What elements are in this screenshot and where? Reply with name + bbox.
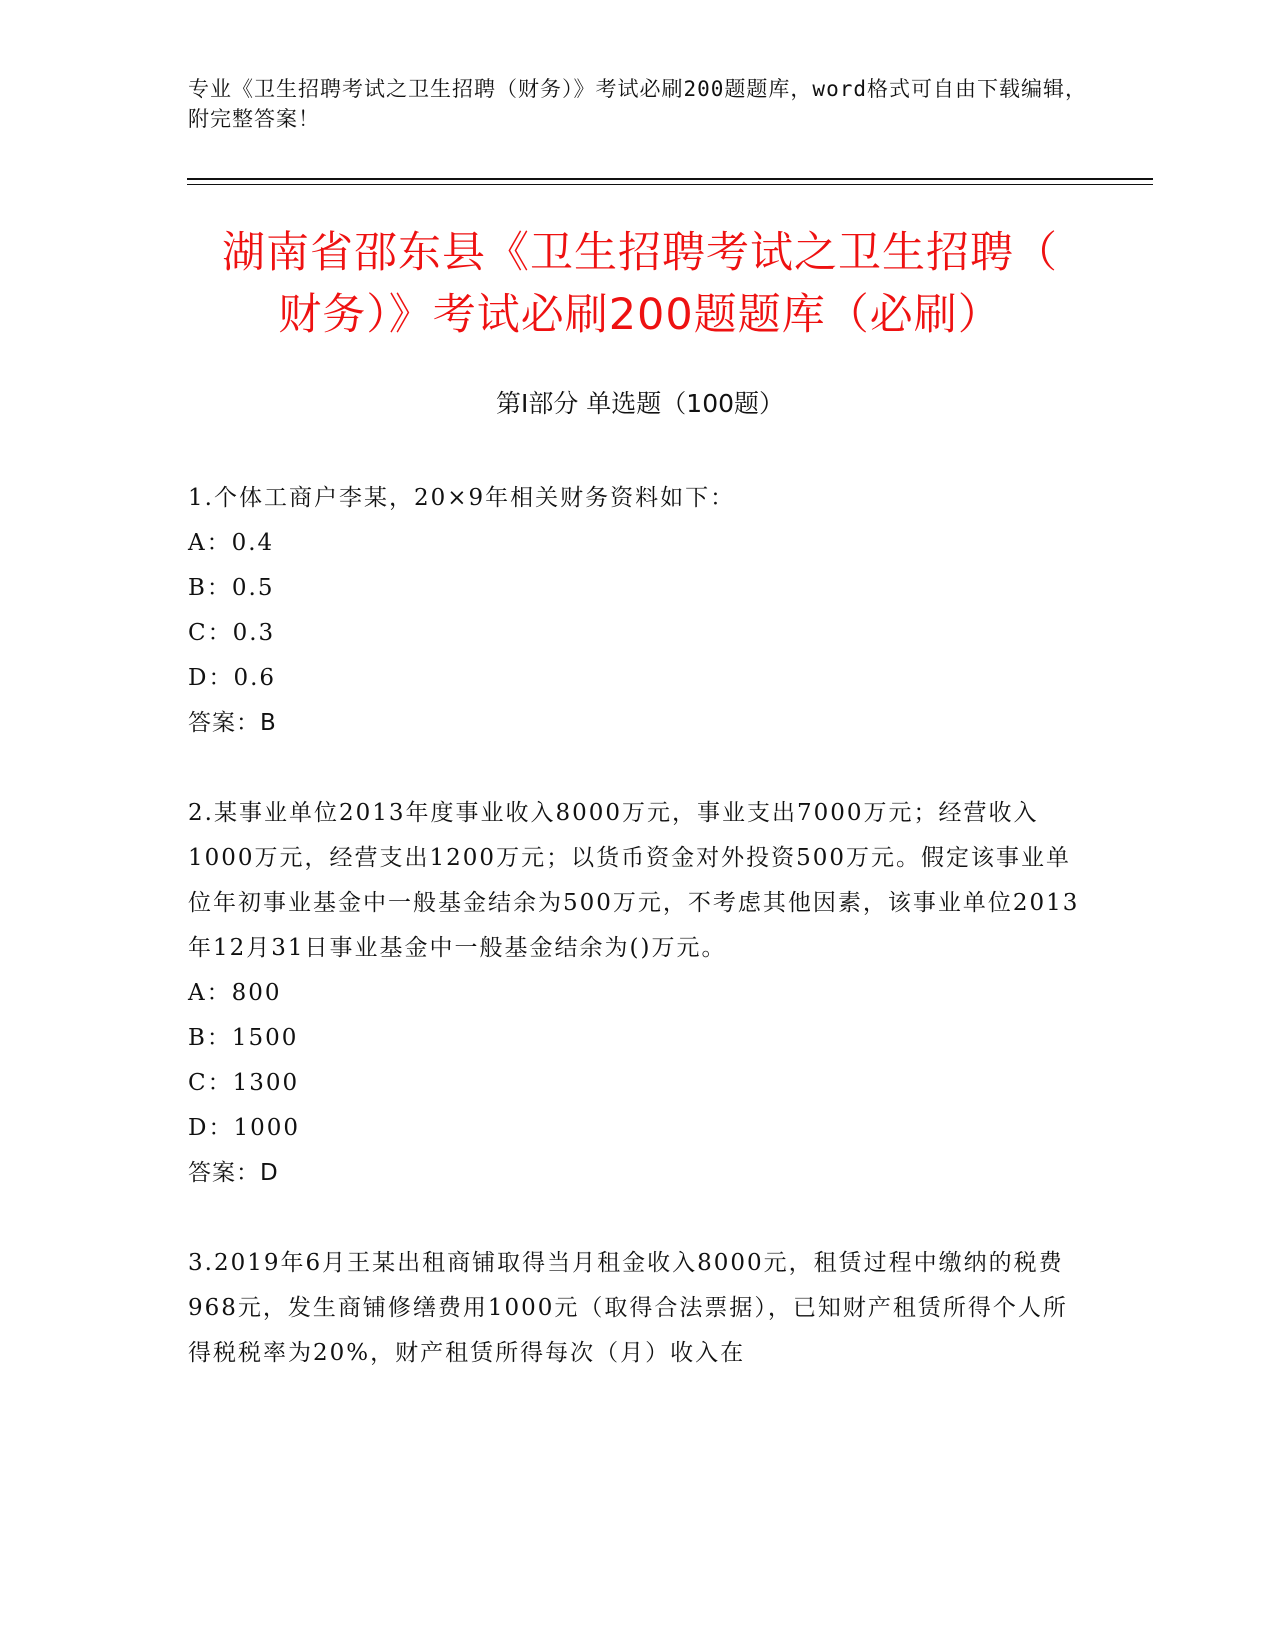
option-d: D：1000	[188, 1115, 300, 1141]
document-title	[140, 222, 1140, 346]
question-list	[188, 476, 1088, 1421]
question-1	[188, 476, 1088, 746]
option-d: D：0.6	[188, 665, 277, 691]
option-b: B：1500	[188, 1025, 299, 1051]
option-c: C：0.3	[188, 620, 276, 646]
question-text: 3.2019年6月王某出租商铺取得当月租金收入8000元，租赁过程中缴纳的税费968元，发生商铺修缮费用1000元（取得合法票据），已知财产租赁所得个人所得税税率为20%，财产租赁所得每次（月）收入在	[188, 1250, 1068, 1366]
option-a: A：800	[188, 980, 282, 1006]
header-rule-thick	[187, 178, 1153, 180]
answer-text: 答案：B	[188, 710, 277, 736]
document-title-line-1: 湖南省邵东县《卫生招聘考试之卫生招聘（	[222, 228, 1058, 278]
question-text: 2.某事业单位2013年度事业收入8000万元，事业支出7000万元；经营收入1000万元，经营支出1200万元；以货币资金对外投资500万元。假定该事业单位年初事业基金中一般基金结余为500万元，不考虑其他因素，该事业单位2013年12月31日事业基金中一般基金结余为()万元。	[188, 800, 1080, 961]
answer-text: 答案：D	[188, 1160, 279, 1186]
header-rule-thin	[187, 184, 1153, 185]
section-title: 第Ⅰ部分 单选题（100题）	[495, 389, 785, 418]
document-title-line-2: 财务）》考试必刷200题题库（必刷）	[278, 290, 1002, 340]
question-2	[188, 791, 1088, 1196]
option-a: A：0.4	[188, 530, 275, 556]
option-b: B：0.5	[188, 575, 275, 601]
header-note: 专业《卫生招聘考试之卫生招聘（财务）》考试必刷200题题库，word格式可自由下载编辑，附完整答案！	[188, 77, 1087, 131]
question-3	[188, 1241, 1088, 1376]
question-text: 1.个体工商户李某，20×9年相关财务资料如下：	[188, 485, 736, 511]
option-c: C：1300	[188, 1070, 300, 1096]
